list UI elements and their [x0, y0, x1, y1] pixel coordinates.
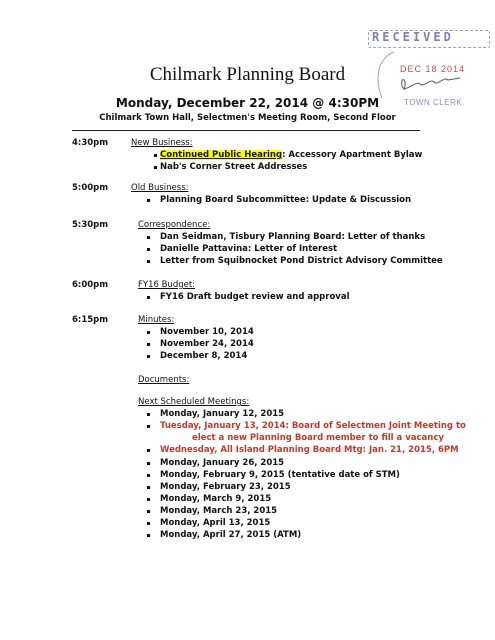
- section-heading: FY16 Budget:: [138, 280, 196, 290]
- list-item: Monday, February 23, 2015: [160, 482, 291, 492]
- bullet-icon: [147, 355, 150, 358]
- stamp-office: TOWN CLERK: [404, 98, 463, 107]
- section-heading: Correspondence:: [138, 220, 211, 230]
- section-time: 5:00pm: [72, 183, 109, 193]
- section-heading: Documents:: [138, 375, 190, 385]
- highlighted-text: Continued Public Hearing: [160, 150, 283, 160]
- bullet-icon: [147, 343, 150, 346]
- list-item: Danielle Pattavina: Letter of Interest: [160, 244, 338, 254]
- bullet-icon: [154, 154, 157, 157]
- list-item: Wednesday, All Island Planning Board Mtg: Jan. 21, 2015, 6PM: [160, 445, 459, 455]
- section-time: 6:15pm: [72, 315, 109, 325]
- list-item: Tuesday, January 13, 2014: Board of Selectmen Joint Meeting to: [160, 421, 466, 431]
- section-heading: Next Scheduled Meetings:: [138, 397, 250, 407]
- bullet-icon: [147, 236, 150, 239]
- section-heading: Old Business:: [131, 183, 189, 193]
- bullet-icon: [147, 474, 150, 477]
- list-item: Monday, April 27, 2015 (ATM): [160, 530, 302, 540]
- list-item: Monday, January 26, 2015: [160, 458, 285, 468]
- section-time: 6:00pm: [72, 280, 109, 290]
- section-heading: Minutes:: [138, 315, 175, 325]
- list-item: Nab's Corner Street Addresses: [160, 162, 308, 172]
- bullet-icon: [147, 462, 150, 465]
- list-item: Monday, April 13, 2015: [160, 518, 271, 528]
- bullet-icon: [147, 199, 150, 202]
- bullet-icon: [147, 413, 150, 416]
- list-item: Planning Board Subcommittee: Update & Discussion: [160, 195, 412, 205]
- stamp-date: DEC 18 2014: [400, 64, 466, 74]
- bullet-icon: [147, 248, 150, 251]
- bullet-icon: [147, 296, 150, 299]
- stamp-received-text: RECEIVED: [372, 30, 454, 44]
- list-item-continuation: elect a new Planning Board member to fill a vacancy: [192, 433, 444, 443]
- bullet-icon: [147, 522, 150, 525]
- list-item: Letter from Squibnocket Pond District Advisory Committee: [160, 256, 443, 266]
- list-item: Dan Seidman, Tisbury Planning Board: Letter of thanks: [160, 232, 426, 242]
- list-item: November 10, 2014: [160, 327, 254, 337]
- list-item: December 8, 2014: [160, 351, 248, 361]
- bullet-icon: [147, 534, 150, 537]
- list-item: November 24, 2014: [160, 339, 254, 349]
- list-item: FY16 Draft budget review and approval: [160, 292, 350, 302]
- bullet-icon: [147, 498, 150, 501]
- header-divider: [72, 130, 420, 131]
- list-item: Monday, March 23, 2015: [160, 506, 278, 516]
- list-item: Monday, January 12, 2015: [160, 409, 285, 419]
- bullet-icon: [147, 486, 150, 489]
- bullet-icon: [147, 510, 150, 513]
- bullet-icon: [147, 331, 150, 334]
- page-title: Chilmark Planning Board: [149, 64, 346, 85]
- list-item: Monday, February 9, 2015 (tentative date of STM): [160, 470, 400, 480]
- section-time: 5:30pm: [72, 220, 109, 230]
- bullet-icon: [147, 449, 150, 452]
- section-heading: New Business:: [131, 138, 193, 148]
- section-time: 4:30pm: [72, 138, 109, 148]
- meeting-date: Monday, December 22, 2014 @ 4:30PM: [115, 96, 380, 110]
- bullet-icon: [154, 166, 157, 169]
- bullet-icon: [147, 425, 150, 428]
- meeting-location: Chilmark Town Hall, Selectmen's Meeting Room, Second Floor: [99, 113, 396, 123]
- list-item: Monday, March 9, 2015: [160, 494, 272, 504]
- item-text: : Accessory Apartment Bylaw: [282, 150, 423, 160]
- list-item: [160, 150, 422, 160]
- bullet-icon: [147, 260, 150, 263]
